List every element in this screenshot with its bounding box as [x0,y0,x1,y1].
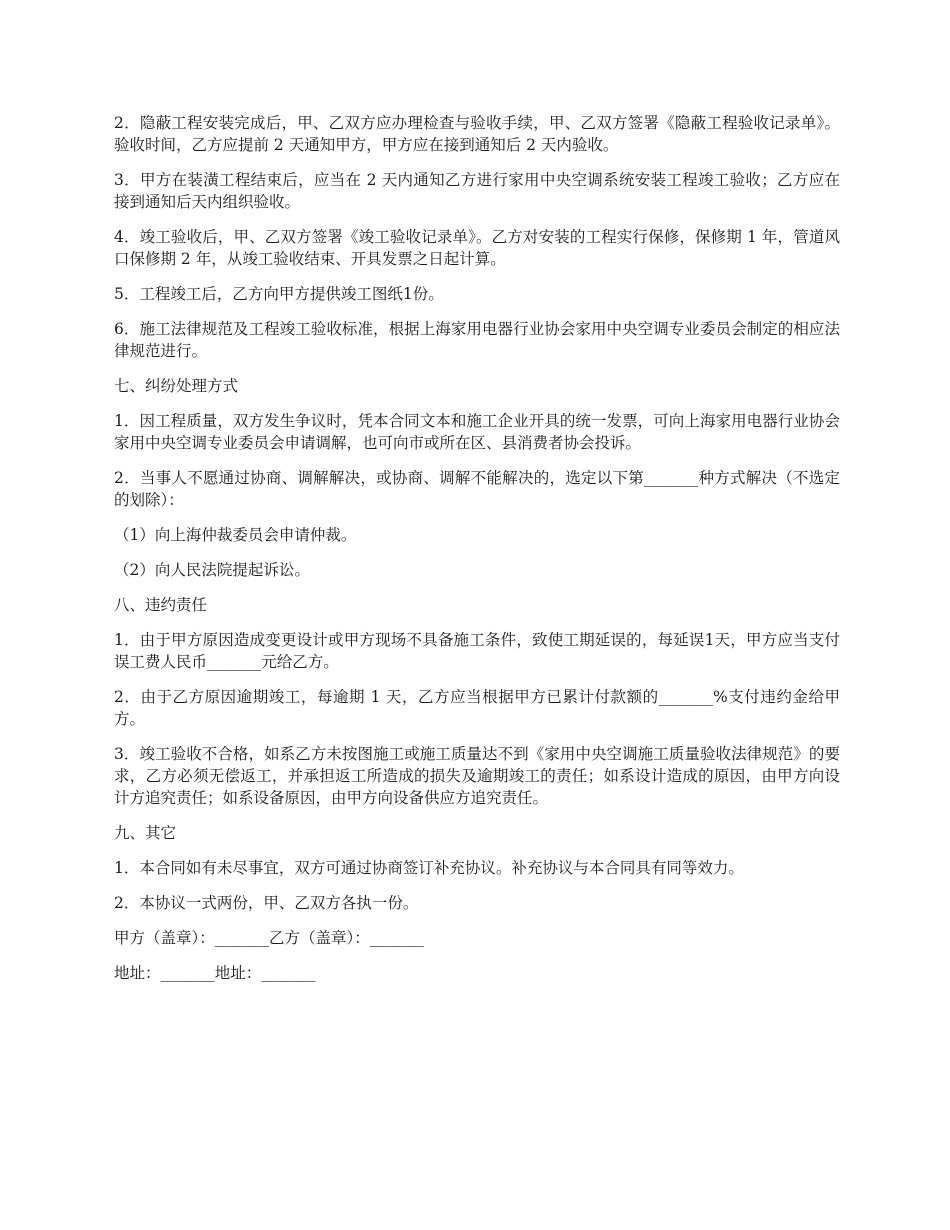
option-litigation: （2）向人民法院提起诉讼。 [114,561,310,579]
signature-line-seals: 甲方（盖章）：_______乙方（盖章）：_______ [114,929,425,947]
clause-7-2-resolution-choice: 2．当事人不愿通过协商、调解解决，或协商、调解不能解决的，选定以下第_______种方式解决（不选定的划除）： [114,469,840,509]
section-heading-other: 九、其它 [114,824,177,842]
document-body [114,112,840,997]
signature-line-addresses: 地址：_______地址：_______ [114,964,316,982]
clause-6-6-acceptance-standards: 6．施工法律规范及工程竣工验收标准，根据上海家用电器行业协会家用中央空调专业委员会制定的相应法律规范进行。 [114,320,840,360]
section-heading-liability: 八、违约责任 [114,596,208,614]
clause-8-3-failed-acceptance: 3．竣工验收不合格，如系乙方未按图施工或施工质量达不到《家用中央空调施工质量验收法律规范》的要求，乙方必须无偿返工，并承担返工所造成的损失及逾期竣工的责任；如系设计造成的原因，由甲方向设计方追究责任；如系设备原因，由甲方向设备供应方追究责任。 [114,745,840,807]
section-heading-dispute-resolution: 七、纠纷处理方式 [114,377,239,395]
option-arbitration: （1）向上海仲裁委员会申请仲裁。 [114,526,357,544]
clause-8-2-party-b-delay: 2．由于乙方原因逾期竣工，每逾期 1 天，乙方应当根据甲方已累计付款额的_______%支付违约金给甲方。 [114,688,840,728]
clause-9-1-supplementary-agreement: 1．本合同如有未尽事宜，双方可通过协商签订补充协议。补充协议与本合同具有同等效力。 [114,859,744,877]
clause-6-3-completion-notice: 3．甲方在装潢工程结束后，应当在 2 天内通知乙方进行家用中央空调系统安装工程竣工验收；乙方应在接到通知后天内组织验收。 [114,171,840,211]
clause-8-1-party-a-delay: 1．由于甲方原因造成变更设计或甲方现场不具备施工条件，致使工期延误的，每延误1天，甲方应当支付误工费人民币_______元给乙方。 [114,631,840,671]
clause-6-5-as-built-drawings: 5．工程竣工后，乙方向甲方提供竣工图纸1份。 [114,285,444,303]
clause-6-4-warranty: 4．竣工验收后，甲、乙双方签署《竣工验收记录单》。乙方对安装的工程实行保修，保修期 1 年，管道风口保修期 2 年，从竣工验收结束、开具发票之日起计算。 [114,228,840,268]
clause-9-2-copies: 2．本协议一式两份，甲、乙双方各执一份。 [114,894,419,912]
clause-7-1-mediation: 1．因工程质量，双方发生争议时，凭本合同文本和施工企业开具的统一发票，可向上海家用电器行业协会家用中央空调专业委员会申请调解，也可向市或所在区、县消费者协会投诉。 [114,412,840,452]
clause-6-2-hidden-works-acceptance: 2．隐蔽工程安装完成后，甲、乙双方应办理检查与验收手续，甲、乙双方签署《隐蔽工程验收记录单》。验收时间，乙方应提前 2 天通知甲方，甲方应在接到通知后 2 天内验收。 [114,114,840,154]
